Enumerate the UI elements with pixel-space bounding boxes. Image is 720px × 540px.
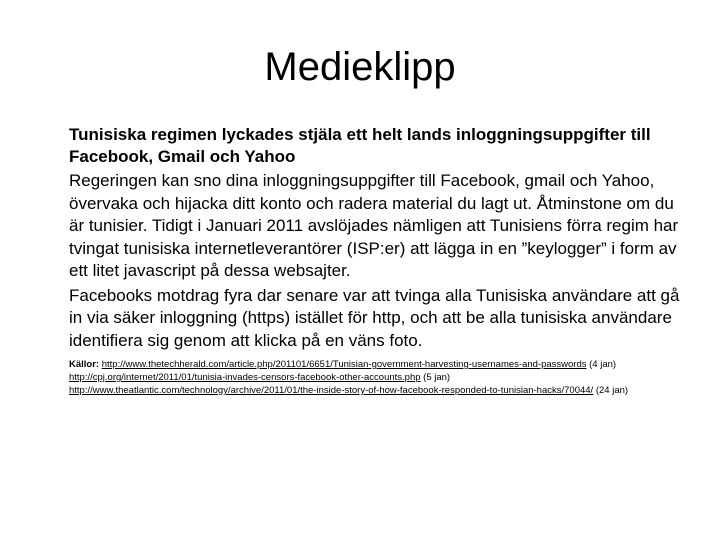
source-line-2 [69, 371, 689, 384]
slide-title: Medieklipp [264, 45, 456, 89]
source-date-1: (4 jan) [589, 359, 617, 370]
body-paragraph-1: Regeringen kan sno dina inloggningsuppgifter till Facebook, gmail och Yahoo, övervaka och hijacka ditt konto och radera material du lagt ut. Åtminstone om du är tunisier. Tidigt i Januari 2011 avslöjades nämligen att Tunisiens förra regim har tvingat tunisiska internetleverantörer (ISP:er) att lägga in en ”keylogger” i form av ett litet javascript på dessa websajter. [69, 171, 679, 280]
sources-label: Källor: [69, 359, 100, 370]
headline: Tunisiska regimen lyckades stjäla ett helt lands inloggningsuppgifter till Facebook, Gmail och Yahoo [69, 125, 651, 166]
slide-content [69, 124, 689, 397]
source-line-3 [69, 384, 689, 397]
source-date-2: (5 jan) [423, 372, 451, 383]
source-line-1 [69, 358, 689, 371]
source-date-3: (24 jan) [595, 385, 629, 396]
source-link-1[interactable]: http://www.thetechherald.com/article.php/201101/6651/Tunisian-government-harvesting-usernames-and-passwords [101, 359, 587, 370]
sources-block [69, 358, 689, 397]
body-paragraph-2: Facebooks motdrag fyra dar senare var att tvinga alla Tunisiska användare att gå in via säker inloggning (https) istället för http, och att be alla tunisiska användare identifiera sig genom att klicka på en väns foto. [69, 285, 680, 350]
source-link-3[interactable]: http://www.theatlantic.com/technology/archive/2011/01/the-inside-story-of-how-facebook-responded-to-tunisian-hacks/70044/ [69, 385, 594, 396]
source-link-2[interactable]: http://cpj.org/internet/2011/01/tunisia-invades-censors-facebook-other-accounts.php [69, 372, 421, 383]
